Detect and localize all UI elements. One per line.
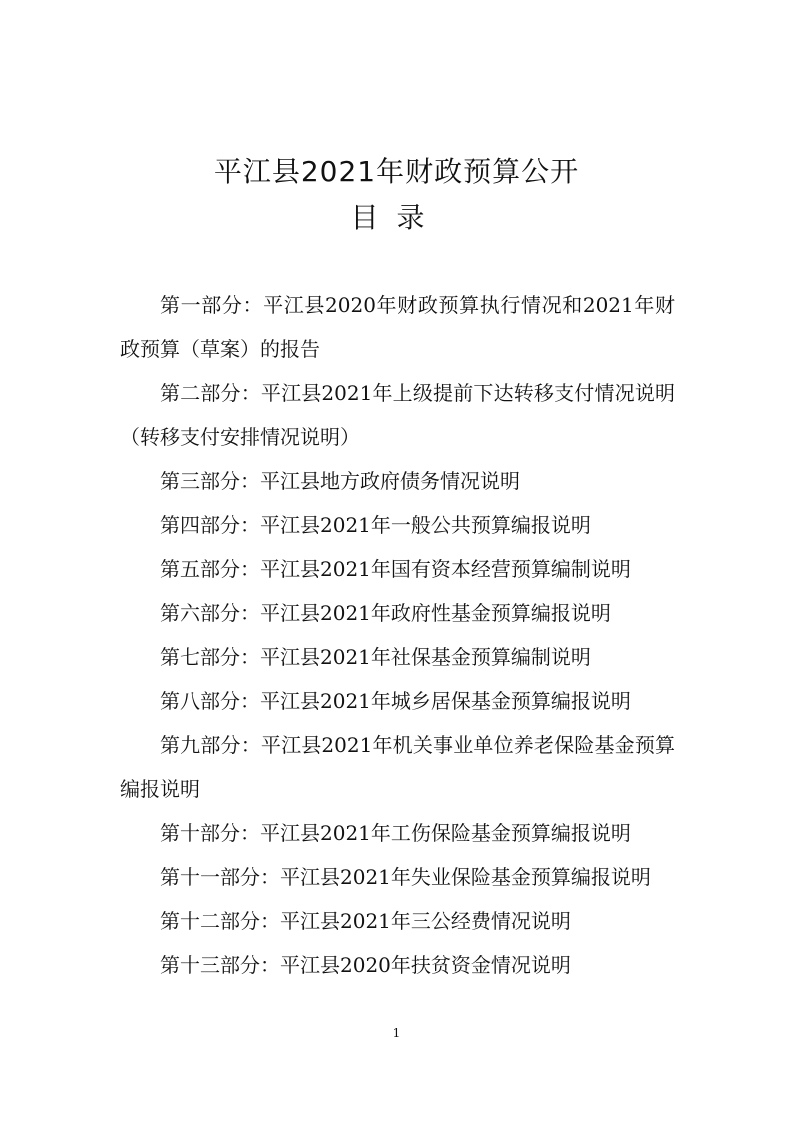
document-title: 平江县2021年财政预算公开: [213, 155, 580, 188]
toc-item-11: 第十一部分：平江县2021年失业保险基金预算编报说明: [160, 865, 651, 889]
page-number: 1: [392, 1026, 401, 1040]
toc-heading: 目录: [350, 201, 443, 234]
toc-item-3: 第三部分：平江县地方政府债务情况说明: [160, 469, 520, 493]
toc-item-9: 第九部分：平江县2021年机关事业单位养老保险基金预算编报说明: [120, 733, 675, 801]
toc-item-7: 第七部分：平江县2021年社保基金预算编制说明: [160, 645, 591, 669]
toc-item-6: 第六部分：平江县2021年政府性基金预算编报说明: [160, 601, 611, 625]
toc-item-12: 第十二部分：平江县2021年三公经费情况说明: [160, 909, 571, 933]
toc-item-1: 第一部分：平江县2020年财政预算执行情况和2021年财政预算（草案）的报告: [120, 293, 675, 361]
toc-item-4: 第四部分：平江县2021年一般公共预算编报说明: [160, 513, 591, 537]
toc-item-5: 第五部分：平江县2021年国有资本经营预算编制说明: [160, 557, 631, 581]
table-of-contents: [120, 283, 675, 987]
toc-item-2: 第二部分：平江县2021年上级提前下达转移支付情况说明（转移支付安排情况说明）: [120, 381, 675, 449]
toc-item-13: 第十三部分：平江县2020年扶贫资金情况说明: [160, 953, 571, 977]
toc-item-8: 第八部分：平江县2021年城乡居保基金预算编报说明: [160, 689, 631, 713]
toc-item-10: 第十部分：平江县2021年工伤保险基金预算编报说明: [160, 821, 631, 845]
